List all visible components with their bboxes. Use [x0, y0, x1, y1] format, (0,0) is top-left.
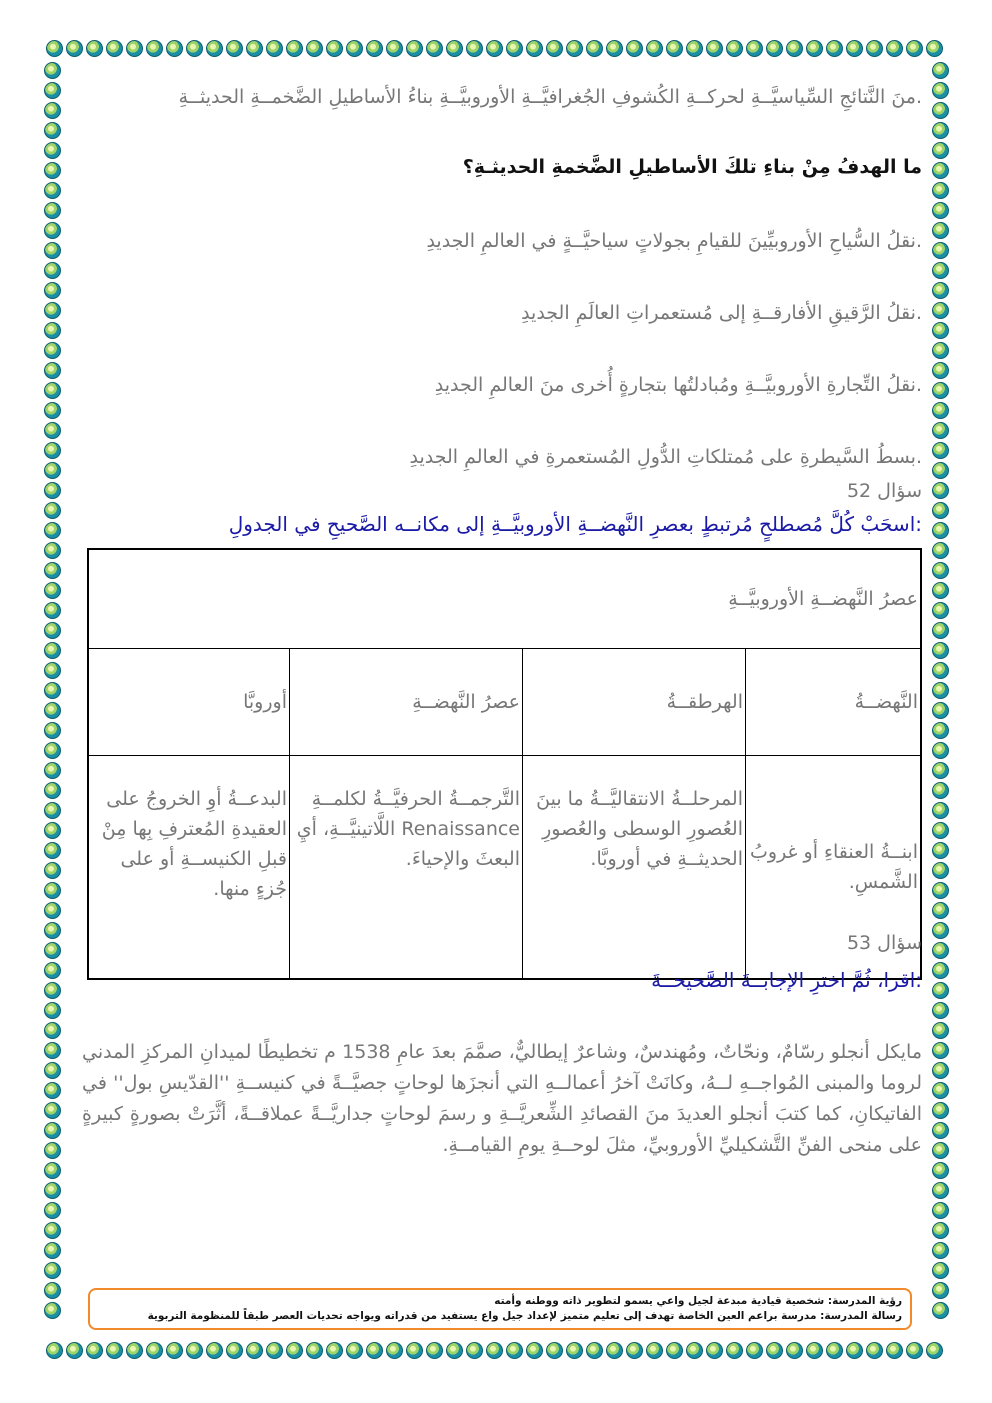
definition-cell: المرحلــةُ الانتقاليَّــةُ ما بينَ العُصورِ الوسطى والعُصورِ الحديثــةِ في أوروبَّا. [523, 756, 746, 980]
globe-icon [66, 40, 83, 57]
globe-icon [406, 40, 423, 57]
globe-icon [266, 1342, 283, 1359]
globe-icon [146, 40, 163, 57]
globe-icon [44, 382, 61, 399]
globe-icon [326, 40, 343, 57]
globe-icon [44, 922, 61, 939]
globe-icon [932, 282, 949, 299]
globe-icon [932, 62, 949, 79]
globe-icon [932, 622, 949, 639]
globe-icon [746, 40, 763, 57]
border-top [44, 38, 944, 58]
globe-icon [44, 62, 61, 79]
globe-icon [44, 662, 61, 679]
globe-icon [932, 662, 949, 679]
globe-icon [44, 722, 61, 739]
globe-icon [44, 402, 61, 419]
globe-icon [486, 40, 503, 57]
globe-icon [932, 902, 949, 919]
globe-icon [926, 1342, 943, 1359]
globe-icon [44, 82, 61, 99]
globe-icon [932, 822, 949, 839]
globe-icon [766, 1342, 783, 1359]
globe-icon [466, 40, 483, 57]
globe-icon [686, 40, 703, 57]
globe-icon [932, 862, 949, 879]
globe-icon [846, 1342, 863, 1359]
globe-icon [44, 262, 61, 279]
globe-icon [566, 1342, 583, 1359]
globe-icon [426, 1342, 443, 1359]
globe-icon [932, 1162, 949, 1179]
globe-icon [44, 202, 61, 219]
globe-icon [44, 1082, 61, 1099]
globe-icon [44, 942, 61, 959]
globe-icon [932, 1242, 949, 1259]
globe-icon [44, 122, 61, 139]
globe-icon [86, 40, 103, 57]
globe-icon [932, 982, 949, 999]
globe-icon [932, 562, 949, 579]
globe-icon [346, 40, 363, 57]
globe-icon [932, 182, 949, 199]
globe-icon [666, 1342, 683, 1359]
globe-icon [932, 102, 949, 119]
globe-icon [932, 742, 949, 759]
drag-table [87, 548, 922, 980]
globe-icon [126, 40, 143, 57]
globe-icon [932, 162, 949, 179]
globe-icon [44, 1122, 61, 1139]
globe-icon [932, 362, 949, 379]
globe-icon [66, 1342, 83, 1359]
globe-icon [44, 162, 61, 179]
globe-icon [406, 1342, 423, 1359]
globe-icon [932, 802, 949, 819]
globe-icon [646, 1342, 663, 1359]
globe-icon [44, 842, 61, 859]
globe-icon [932, 682, 949, 699]
globe-icon [166, 40, 183, 57]
globe-icon [306, 40, 323, 57]
globe-icon [44, 1022, 61, 1039]
globe-icon [46, 1342, 63, 1359]
term-drop-cell[interactable]: الهرطقــةُ [523, 649, 746, 756]
globe-icon [44, 1302, 61, 1319]
globe-icon [932, 1022, 949, 1039]
globe-icon [906, 1342, 923, 1359]
globe-icon [106, 1342, 123, 1359]
globe-icon [932, 1042, 949, 1059]
globe-icon [866, 40, 883, 57]
globe-icon [44, 762, 61, 779]
globe-icon [386, 40, 403, 57]
globe-icon [932, 1302, 949, 1319]
globe-icon [44, 1142, 61, 1159]
option-3[interactable]: .نقلُ التِّجارةِ الأوروبيَّــةِ ومُبادلتُها بتجارةٍ أُخرى منَ العالمِ الجديدِ [434, 374, 922, 396]
globe-icon [546, 1342, 563, 1359]
globe-icon [286, 40, 303, 57]
globe-icon [726, 1342, 743, 1359]
question-53-instruction: :اقرا، ثُمَّ اخترِ الإجابــةَ الصَّحيحــةَ [651, 968, 922, 992]
globe-icon [526, 40, 543, 57]
globe-icon [932, 202, 949, 219]
globe-icon [566, 40, 583, 57]
globe-icon [44, 562, 61, 579]
globe-icon [44, 542, 61, 559]
definition-cell: ابنــةُ العنقاءِ أو غروبُ الشَّمسِ. [746, 756, 922, 980]
globe-icon [586, 1342, 603, 1359]
globe-icon [486, 1342, 503, 1359]
globe-icon [706, 1342, 723, 1359]
globe-icon [44, 1062, 61, 1079]
globe-icon [932, 262, 949, 279]
question-51-prompt: ما الهدفُ مِنْ بناءِ تلكَ الأساطيلِ الضَّخمةِ الحديثـةِ؟ [462, 156, 922, 178]
globe-icon [906, 40, 923, 57]
globe-icon [932, 542, 949, 559]
globe-icon [886, 40, 903, 57]
globe-icon [44, 1002, 61, 1019]
school-vision: رؤية المدرسة: شخصية قيادية مبدعة لجيل واعي يسمو لتطوير ذاته ووطنه وأمته [494, 1295, 902, 1307]
globe-icon [44, 802, 61, 819]
globe-icon [626, 1342, 643, 1359]
globe-icon [932, 462, 949, 479]
globe-icon [506, 40, 523, 57]
globe-icon [932, 442, 949, 459]
globe-icon [426, 40, 443, 57]
globe-icon [826, 1342, 843, 1359]
globe-icon [44, 962, 61, 979]
globe-icon [44, 422, 61, 439]
globe-icon [246, 1342, 263, 1359]
globe-icon [926, 40, 943, 57]
globe-icon [186, 40, 203, 57]
globe-icon [932, 722, 949, 739]
globe-icon [44, 462, 61, 479]
globe-icon [44, 702, 61, 719]
globe-icon [932, 142, 949, 159]
globe-icon [44, 182, 61, 199]
globe-icon [866, 1342, 883, 1359]
definition-cell: التَّرجمــةُ الحرفيَّــةُ لكلمــةِ Renaissance اللَّاتينيَّــةِ، أيِ البعثَ والإحياءَ. [290, 756, 523, 980]
globe-icon [686, 1342, 703, 1359]
globe-icon [932, 1182, 949, 1199]
globe-icon [44, 822, 61, 839]
globe-icon [932, 882, 949, 899]
globe-icon [44, 982, 61, 999]
globe-icon [44, 522, 61, 539]
globe-icon [932, 1062, 949, 1079]
globe-icon [932, 342, 949, 359]
border-left [42, 60, 62, 1320]
globe-icon [226, 1342, 243, 1359]
question-52-instruction: :اسحَبْ كُلَّ مُصطلحٍ مُرتبطٍ بعصرِ النَّهضــةِ الأوروبيَّــةِ إلى مكانــه الصَّحيحِ في الجدولِ [228, 512, 922, 536]
globe-icon [932, 842, 949, 859]
globe-icon [932, 942, 949, 959]
school-mission: رسالة المدرسة: مدرسة براعم العين الخاصة تهدف إلى تعليم متميز لإعداد جيل واع يستفيد من قدراته ويواجه تحديات العصر طبقاً للمنظومة التربوية [147, 1310, 902, 1322]
globe-icon [44, 1202, 61, 1219]
globe-icon [44, 1182, 61, 1199]
globe-icon [44, 502, 61, 519]
globe-icon [44, 242, 61, 259]
globe-icon [746, 1342, 763, 1359]
globe-icon [46, 40, 63, 57]
globe-icon [786, 40, 803, 57]
globe-icon [44, 1242, 61, 1259]
globe-icon [44, 882, 61, 899]
globe-icon [366, 1342, 383, 1359]
globe-icon [932, 762, 949, 779]
globe-icon [932, 382, 949, 399]
term-drop-cell[interactable]: النَّهضــةُ [746, 649, 922, 756]
globe-icon [306, 1342, 323, 1359]
globe-icon [346, 1342, 363, 1359]
globe-icon [932, 1122, 949, 1139]
globe-icon [446, 1342, 463, 1359]
globe-icon [932, 1262, 949, 1279]
globe-icon [386, 1342, 403, 1359]
globe-icon [932, 782, 949, 799]
globe-icon [932, 962, 949, 979]
globe-icon [186, 1342, 203, 1359]
globe-icon [44, 322, 61, 339]
globe-icon [932, 1222, 949, 1239]
globe-icon [126, 1342, 143, 1359]
border-right [930, 60, 950, 1320]
globe-icon [726, 40, 743, 57]
globe-icon [326, 1342, 343, 1359]
globe-icon [44, 622, 61, 639]
globe-icon [932, 242, 949, 259]
globe-icon [44, 482, 61, 499]
globe-icon [606, 40, 623, 57]
intro-text: .منَ النَّتائجِ السِّياسيَّــةِ لحركــةِ الكُشوفِ الجُغرافيَّــةِ الأوروبيَّــةِ بناءُ الأساطيلِ الضَّخمــةِ الحديثــةِ [178, 86, 922, 108]
globe-icon [146, 1342, 163, 1359]
globe-icon [646, 40, 663, 57]
globe-icon [44, 742, 61, 759]
globe-icon [826, 40, 843, 57]
question-52-number: سؤال 52 [846, 480, 922, 502]
globe-icon [44, 862, 61, 879]
globe-icon [932, 322, 949, 339]
globe-icon [806, 1342, 823, 1359]
globe-icon [932, 1082, 949, 1099]
globe-icon [932, 582, 949, 599]
option-4[interactable]: .بسطُ السَّيطرةِ على مُمتلكاتِ الدُّولِ المُستعمرةِ في العالمِ الجديدِ [409, 446, 922, 468]
globe-icon [366, 40, 383, 57]
border-bottom [44, 1340, 944, 1360]
globe-icon [44, 282, 61, 299]
footer-box [88, 1288, 912, 1330]
globe-icon [626, 40, 643, 57]
globe-icon [932, 1202, 949, 1219]
globe-icon [932, 642, 949, 659]
globe-icon [286, 1342, 303, 1359]
option-1[interactable]: .نقلُ السُّياحِ الأوروبيِّينَ للقيامِ بجولاتٍ سياحيَّــةٍ في العالمِ الجديدِ [426, 230, 922, 252]
globe-icon [806, 40, 823, 57]
option-2[interactable]: .نقلُ الرَّقيقِ الأفارقــةِ إلى مُستعمراتِ العالَمِ الجديدِ [521, 302, 922, 324]
globe-icon [44, 1102, 61, 1119]
globe-icon [44, 302, 61, 319]
table-header: عصرُ النَّهضــةِ الأوروبيَّــةِ [88, 549, 921, 649]
globe-icon [44, 902, 61, 919]
globe-icon [932, 482, 949, 499]
globe-icon [932, 702, 949, 719]
globe-icon [166, 1342, 183, 1359]
globe-icon [44, 362, 61, 379]
globe-icon [44, 1282, 61, 1299]
globe-icon [44, 102, 61, 119]
globe-icon [932, 302, 949, 319]
term-drop-cell[interactable]: أوروبَّا [88, 649, 290, 756]
globe-icon [44, 682, 61, 699]
globe-icon [466, 1342, 483, 1359]
question-53-number: سؤال 53 [846, 932, 922, 954]
globe-icon [44, 1262, 61, 1279]
globe-icon [706, 40, 723, 57]
globe-icon [44, 642, 61, 659]
passage: مايكل أنجلو رسّامٌ، ونحّاتٌ، ومُهندسٌ، وشاعرٌ إيطاليٌّ، صمَّمَ بعدَ عامِ 1538 م تخطيطًا لميدانِ المركزِ المدني لروما والمبنى المُواجــهِ لــهُ، وكانَتْ آخرُ أعمالــهِ التي أنجزَها لوحاتٍ جصيَّــةً في كنيســةِ ''القدّيسِ بول'' في الفاتيكانِ، كما كتبَ أنجلو العديدَ منَ القصائدِ الشِّعريَّــةِ و رسمَ لوحاتٍ جداريَّــةً عملاقــةً، أثَّرَتْ بصورةٍ كبيرةٍ على منحى الفنِّ التَّشكيليِّ الأوروبيِّ، مثلَ لوحــةِ يومِ القيامــةِ. [82, 1041, 922, 1156]
globe-icon [932, 122, 949, 139]
globe-icon [932, 602, 949, 619]
globe-icon [44, 442, 61, 459]
globe-icon [932, 922, 949, 939]
globe-icon [86, 1342, 103, 1359]
globe-icon [44, 342, 61, 359]
globe-icon [44, 582, 61, 599]
globe-icon [846, 40, 863, 57]
globe-icon [44, 782, 61, 799]
globe-icon [766, 40, 783, 57]
globe-icon [932, 1142, 949, 1159]
globe-icon [206, 1342, 223, 1359]
globe-icon [786, 1342, 803, 1359]
globe-icon [206, 40, 223, 57]
globe-icon [526, 1342, 543, 1359]
globe-icon [106, 40, 123, 57]
globe-icon [932, 1282, 949, 1299]
globe-icon [506, 1342, 523, 1359]
globe-icon [44, 142, 61, 159]
globe-icon [932, 422, 949, 439]
globe-icon [44, 1222, 61, 1239]
globe-icon [44, 1162, 61, 1179]
globe-icon [932, 82, 949, 99]
globe-icon [44, 602, 61, 619]
globe-icon [606, 1342, 623, 1359]
globe-icon [546, 40, 563, 57]
term-drop-cell[interactable]: عصرُ النَّهضــةِ [290, 649, 523, 756]
globe-icon [446, 40, 463, 57]
globe-icon [44, 222, 61, 239]
globe-icon [932, 1002, 949, 1019]
globe-icon [666, 40, 683, 57]
globe-icon [932, 1102, 949, 1119]
globe-icon [932, 402, 949, 419]
globe-icon [932, 522, 949, 539]
globe-icon [266, 40, 283, 57]
globe-icon [246, 40, 263, 57]
globe-icon [44, 1042, 61, 1059]
globe-icon [226, 40, 243, 57]
globe-icon [932, 502, 949, 519]
definition-cell: البدعــةُ أوِ الخروجُ على العقيدةِ المُعترفِ بِها مِنْ قبلِ الكنيســةِ أو على جُزءٍ منها. [88, 756, 290, 980]
globe-icon [586, 40, 603, 57]
globe-icon [886, 1342, 903, 1359]
globe-icon [932, 222, 949, 239]
